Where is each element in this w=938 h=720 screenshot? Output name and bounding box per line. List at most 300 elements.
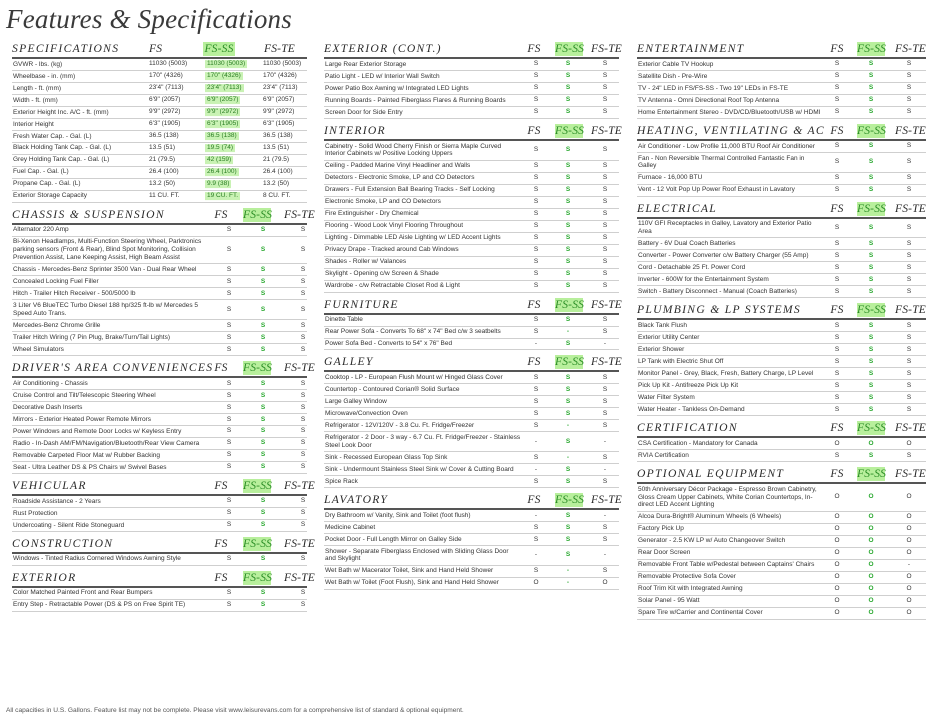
feature-row [637,286,926,298]
feature-label: Generator - 2.5 KW LP w/ Auto Changeover Switch [638,537,786,545]
value-fs: S [533,523,539,531]
feature-row [637,274,926,286]
value-fs: S [533,535,539,543]
spec-value-fs: 170" (4326) [149,72,183,80]
section-heading [637,421,926,438]
value-fs-te: S [906,369,912,377]
feature-label: Shower - Separate Fiberglass Enclosed with Sliding Glass Door and Skylight [325,547,509,563]
feature-row [637,320,926,332]
feature-label: CSA Certification - Mandatory for Canada [638,439,758,447]
value-fs-te: S [300,451,306,459]
feature-row [324,107,619,119]
feature-row [324,339,619,351]
value-fs-ss: S [868,287,874,295]
column-header-fs-te: FS-TE [284,208,316,221]
value-fs-ss: S [868,60,874,68]
column-header-fs: FS [214,571,228,584]
spec-label: Fuel Cap. - Gal. (L) [13,168,69,176]
spec-value-fs-te: 170" (4326) [263,72,297,80]
value-fs-ss: S [260,265,266,273]
column-header-fs-ss: FS-SS [555,298,585,311]
feature-row [324,221,619,233]
section-title: VEHICULAR [12,478,87,492]
feature-row [637,608,926,620]
value-fs: S [834,369,840,377]
value-fs-ss: S [868,142,874,150]
value-fs: S [226,497,232,505]
section-title: PLUMBING & LP SYSTEMS [637,303,801,317]
spec-row [12,59,307,71]
value-fs: S [834,96,840,104]
spec-value-fs-ss: 170" (4326) [207,72,241,80]
column-header-fs: FS [527,494,541,507]
section-heading [324,493,623,510]
feature-label: Solar Panel - 95 Watt [638,597,700,605]
feature-label: Cabinetry - Solid Wood Cherry Finish or Sierra Maple Curved Interior Cabinets w/ Positive Locking Uppers [325,142,502,158]
spec-value-fs: 6'3" (1905) [149,120,181,128]
section-title: DRIVER'S AREA CONVENIENCES [12,361,214,375]
feature-label: Medicine Cabinet [325,523,376,531]
column-header-fs: FS [830,304,844,317]
value-fs-ss: S [565,96,571,104]
feature-row [637,512,926,524]
value-fs-te: O [906,513,912,521]
feature-label: Wet Bath w/ Toilet (Foot Flush), Sink and Hand Held Shower [325,579,499,587]
column-header-fs: FS [214,362,228,375]
value-fs-ss: O [868,525,874,533]
column-header-fs-ss: FS-SS [857,422,887,435]
feature-label: Lighting - Dimmable LED Aisle Lighting w/ LED Accent Lights [325,234,501,242]
spec-value-fs-ss: 9'9" (2972) [207,108,239,116]
feature-row [324,269,619,281]
column-header-fs-te: FS-TE [895,468,927,481]
value-fs-te: S [602,422,608,430]
feature-label: Rear Power Sofa - Converts To 68" x 74" Bed c/w 3 seatbelts [325,328,501,336]
value-fs: S [533,96,539,104]
value-fs-ss: S [565,210,571,218]
value-fs-te: S [906,393,912,401]
column-header-fs: FS [830,202,844,215]
feature-label: Bi-Xenon Headlamps, Multi-Function Steering Wheel, Parktronics parking sensors (Front & Rear), Blind Spot Monitoring, Collision Prevention Assist, Lane Keeping Assist, High Beam Assist [13,238,202,261]
value-fs: S [533,316,539,324]
feature-row [637,71,926,83]
value-fs-ss: S [868,275,874,283]
value-fs: S [834,345,840,353]
feature-row [324,510,619,522]
column-header-fs: FS [214,537,228,550]
feature-row [324,372,619,384]
value-fs-ss: O [868,561,874,569]
value-fs-ss: S [565,477,571,485]
value-fs-ss: S [565,465,571,473]
value-fs-te: S [906,186,912,194]
spec-label: Length - ft. (mm) [13,84,62,92]
value-fs-te: S [906,333,912,341]
feature-label: RVIA Certification [638,451,689,459]
value-fs-te: S [602,174,608,182]
section-plumbing-lp-systems [637,298,926,416]
column-header-fs-te: FS-TE [284,479,316,492]
value-fs-ss: - [566,328,570,336]
value-fs: S [533,146,539,154]
column-header-fs: FS [527,124,541,137]
value-fs-te: S [300,277,306,285]
feature-row [12,496,307,508]
value-fs: S [226,345,232,353]
feature-label: Removable Front Table w/Pedestal between Captains' Chairs [638,561,815,569]
value-fs-ss: S [260,451,266,459]
feature-label: Water Heater - Tankless On-Demand [638,405,745,413]
value-fs-te: S [602,398,608,406]
feature-row [637,153,926,173]
value-fs-te: S [300,403,306,411]
value-fs: S [834,224,840,232]
feature-label: Satellite Dish - Pre-Wire [638,72,708,80]
value-fs: S [226,277,232,285]
feature-label: TV Antenna - Omni Directional Roof Top Antenna [638,96,780,104]
value-fs-ss: S [565,523,571,531]
feature-row [324,432,619,452]
feature-label: Mercedes-Benz Chrome Grille [13,321,101,329]
spec-row [12,83,307,95]
section-galley [324,350,623,488]
feature-row [637,141,926,153]
value-fs-te: S [906,263,912,271]
section-heading [12,570,316,588]
value-fs-ss: - [566,422,570,430]
feature-label: Pick Up Kit - Antifreeze Pick Up Kit [638,381,739,389]
value-fs-ss: S [260,345,266,353]
feature-label: Alcoa Dura-Bright® Aluminum Wheels (6 Wheels) [638,513,782,521]
feature-row [324,233,619,245]
feature-label: Shades - Roller w/ Valances [325,258,407,266]
value-fs-te: S [906,321,912,329]
value-fs-te: S [300,521,306,529]
value-fs-te: S [906,108,912,116]
feature-row [324,257,619,269]
value-fs-te: S [300,226,306,234]
value-fs-ss: - [566,567,570,575]
section-title: FURNITURE [324,297,399,311]
feature-row [637,238,926,250]
section-title: LAVATORY [324,493,389,507]
value-fs-te: S [300,345,306,353]
value-fs: S [834,393,840,401]
value-fs-ss: S [868,224,874,232]
column-header-fs: FS [214,479,228,492]
value-fs-ss: S [565,146,571,154]
value-fs-te: - [603,511,607,519]
value-fs: S [533,72,539,80]
feature-label: Water Filter System [638,393,695,401]
value-fs: S [834,186,840,194]
section-heading [324,297,623,315]
value-fs-ss: S [565,234,571,242]
feature-label: Privacy Drape - Tracked around Cab Windows [325,246,459,254]
value-fs-ss: S [260,246,266,254]
value-fs: S [533,328,539,336]
section-lavatory [324,488,623,590]
value-fs-ss: O [868,439,874,447]
feature-label: Color Matched Painted Front and Rear Bumpers [13,589,153,597]
spec-value-fs-te: 11030 (5003) [263,60,302,68]
feature-label: 50th Anniversary Décor Package - Espresso Brown Cabinetry, Gloss Cream Upper Cabinets, White Corian Countertops, In-direct LED Accent Lighting [638,485,817,509]
feature-row [12,237,307,265]
value-fs-te: S [602,477,608,485]
value-fs: - [534,437,538,445]
value-fs-te: S [906,275,912,283]
feature-label: Removable Protective Sofa Cover [638,573,736,581]
feature-label: Skylight - Opening c/w Screen & Shade [325,270,439,278]
feature-row [12,438,307,450]
column-header-fs: FS [527,298,541,311]
feature-row [12,600,307,612]
value-fs: S [834,405,840,413]
value-fs-te: - [907,561,911,569]
column-header-fs: FS [527,43,541,55]
spec-label: Interior Height [13,120,54,128]
section-title: HEATING, VENTILATING & AC [637,123,825,137]
feature-row [324,420,619,432]
feature-row [324,197,619,209]
section-heading [12,361,316,378]
value-fs-ss: S [260,415,266,423]
feature-label: Inverter - 600W for the Entertainment System [638,275,769,283]
feature-label: Roof Trim Kit with Integrated Awning [638,585,743,593]
value-fs-te: S [602,453,608,461]
value-fs-te: S [906,60,912,68]
value-fs-te: O [906,597,912,605]
value-fs: S [226,265,232,273]
feature-label: Flooring - Wood Look Vinyl Flooring Throughout [325,222,464,230]
feature-label: Dinette Table [325,316,363,324]
spec-value-fs: 21 (79.5) [149,156,176,164]
spec-value-fs-te: 13.5 (51) [263,144,290,152]
value-fs: S [226,521,232,529]
feature-row [12,554,307,566]
feature-row [12,288,307,300]
feature-label: Home Entertainment Stereo - DVD/CD/Bluetooth/USB w/ HDMI [638,108,821,116]
value-fs-te: S [602,410,608,418]
spec-label: Exterior Height Inc. A/C - ft. (mm) [13,108,109,116]
spec-value-fs: 13.2 (50) [149,180,176,188]
spec-value-fs-te: 23'4" (7113) [263,84,298,92]
feature-label: Exterior Utility Center [638,333,700,341]
value-fs-ss: O [868,537,874,545]
value-fs-ss: S [260,555,266,563]
value-fs-ss: - [566,579,570,587]
feature-row [637,83,926,95]
spec-label: Width - ft. (mm) [13,96,58,104]
value-fs: S [226,439,232,447]
value-fs-ss: S [565,174,571,182]
spec-row [12,155,307,167]
value-fs: S [834,275,840,283]
column-header-fs-ss: FS-SS [555,124,585,137]
feature-row [324,476,619,488]
column-header-fs: FS [527,356,541,369]
value-fs-ss: S [565,246,571,254]
section-heading [324,42,623,59]
feature-row [637,219,926,239]
value-fs: O [834,537,840,545]
value-fs-te: S [602,567,608,575]
value-fs: S [834,60,840,68]
feature-label: 110V GFI Receptacles in Galley, Lavatory and Exterior Patio Area [638,220,812,236]
feature-label: Wet Bath w/ Macerator Toilet, Sink and Hand Held Shower [325,567,494,575]
value-fs: S [533,410,539,418]
feature-row [12,426,307,438]
column-header-fs-ss: FS-SS [243,362,273,375]
column-header-fs-te: FS-TE [895,304,927,317]
value-fs-ss: S [565,162,571,170]
value-fs-ss: S [565,72,571,80]
value-fs-ss: S [868,84,874,92]
feature-label: Pocket Door - Full Length Mirror on Galley Side [325,535,462,543]
value-fs-te: S [602,523,608,531]
column-header-fs: FS [830,124,844,137]
section-heading [637,303,926,320]
feature-row [637,59,926,71]
value-fs-ss: S [565,437,571,445]
value-fs-te: S [906,357,912,365]
value-fs-te: S [602,162,608,170]
value-fs-te: S [300,305,306,313]
value-fs-ss: S [565,340,571,348]
value-fs-te: S [602,210,608,218]
feature-row [12,414,307,426]
feature-label: Hitch - Trailer Hitch Receiver - 500/5000 lb [13,289,136,297]
value-fs-te: O [906,585,912,593]
feature-row [324,452,619,464]
value-fs-te: S [906,405,912,413]
value-fs: S [226,555,232,563]
value-fs-te: O [906,609,912,617]
column-header-fs-ss: FS-SS [243,571,273,584]
value-fs-ss: S [260,497,266,505]
column-header-fs-te: FS-TE [591,298,623,311]
value-fs-te: - [603,551,607,559]
feature-label: Spice Rack [325,477,358,485]
spec-row [12,131,307,143]
value-fs: S [533,222,539,230]
feature-row [637,524,926,536]
spec-value-fs: 6'9" (2057) [149,96,181,104]
value-fs: S [834,333,840,341]
value-fs: S [226,226,232,234]
value-fs-ss: O [868,513,874,521]
column-header-fs-ss: FS-SS [857,468,887,481]
value-fs-te: S [300,333,306,341]
value-fs: O [834,585,840,593]
value-fs-ss: S [565,282,571,290]
value-fs-ss: S [565,270,571,278]
spec-value-fs-ss: 6'3" (1905) [207,120,239,128]
value-fs: S [533,186,539,194]
spec-value-fs: 26.4 (100) [149,168,179,176]
spec-row [12,167,307,179]
value-fs-te: S [602,246,608,254]
feature-row [637,356,926,368]
value-fs: S [834,240,840,248]
feature-label: Fan - Non Reversible Thermal Controlled Fantastic Fan in Galley [638,154,805,170]
column-header-fs-te: FS-TE [284,362,316,375]
value-fs-ss: S [565,60,571,68]
spec-row [12,119,307,131]
value-fs-te: S [602,146,608,154]
value-fs-ss: O [868,493,874,501]
feature-row [637,560,926,572]
spec-value-fs-te: 21 (79.5) [263,156,290,164]
value-fs: S [226,305,232,313]
value-fs-ss: O [868,597,874,605]
value-fs: S [533,60,539,68]
spec-label: Exterior Storage Capacity [13,192,88,200]
column-header-fs-ss: FS-SS [243,208,273,221]
spec-value-fs-te: 26.4 (100) [263,168,293,176]
spec-label: Fresh Water Cap. - Gal. (L) [13,132,92,140]
column-header-fs-ss: FS-SS [857,202,887,215]
section-heading [12,536,316,554]
section-entertainment [637,42,926,119]
value-fs-te: S [300,555,306,563]
value-fs-te: S [300,391,306,399]
feature-row [637,368,926,380]
footnote: All capacities in U.S. Gallons. Feature list may not be complete. Please visit www.leisurevans.com for a comprehensive list of standard & optional equipment. [6,707,464,714]
section-title: EXTERIOR [12,570,77,584]
value-fs-te: O [906,549,912,557]
value-fs-te: O [906,525,912,533]
column-header-fs-te: FS-TE [264,43,296,55]
column-header-fs-ss: FS-SS [243,537,273,550]
value-fs-ss: S [868,263,874,271]
feature-row [12,402,307,414]
feature-label: Chassis - Mercedes-Benz Sprinter 3500 Van - Dual Rear Wheel [13,265,197,273]
section-interior [324,119,623,293]
value-fs-te: O [906,573,912,581]
value-fs: S [533,84,539,92]
value-fs-te: S [602,234,608,242]
value-fs: S [834,263,840,271]
feature-row [324,464,619,476]
value-fs-ss: S [565,186,571,194]
feature-row [637,107,926,119]
section-title: CONSTRUCTION [12,536,114,550]
value-fs-te: S [300,509,306,517]
spec-label: GVWR - lbs. (kg) [13,60,63,68]
value-fs-te: S [602,96,608,104]
value-fs-te: S [906,287,912,295]
value-fs-te: S [906,240,912,248]
feature-row [324,384,619,396]
column-header-fs-te: FS-TE [895,422,927,435]
column-header-fs-te: FS-TE [284,537,316,550]
value-fs: O [533,579,539,587]
feature-label: Sink - Undermount Stainless Steel Sink w/ Cover & Cutting Board [325,465,514,473]
feature-row [324,161,619,173]
column-right [637,42,926,620]
value-fs: S [226,403,232,411]
feature-label: Undercoating - Silent Ride Stoneguard [13,521,125,529]
feature-label: Drawers - Full Extension Ball Bearing Tracks - Self Locking [325,186,495,194]
feature-row [637,173,926,185]
value-fs: - [534,511,538,519]
value-fs: S [834,451,840,459]
value-fs-ss: S [565,316,571,324]
spec-value-fs: 11030 (5003) [149,60,188,68]
spec-label: Propane Cap. - Gal. (L) [13,180,81,188]
value-fs-ss: S [260,403,266,411]
